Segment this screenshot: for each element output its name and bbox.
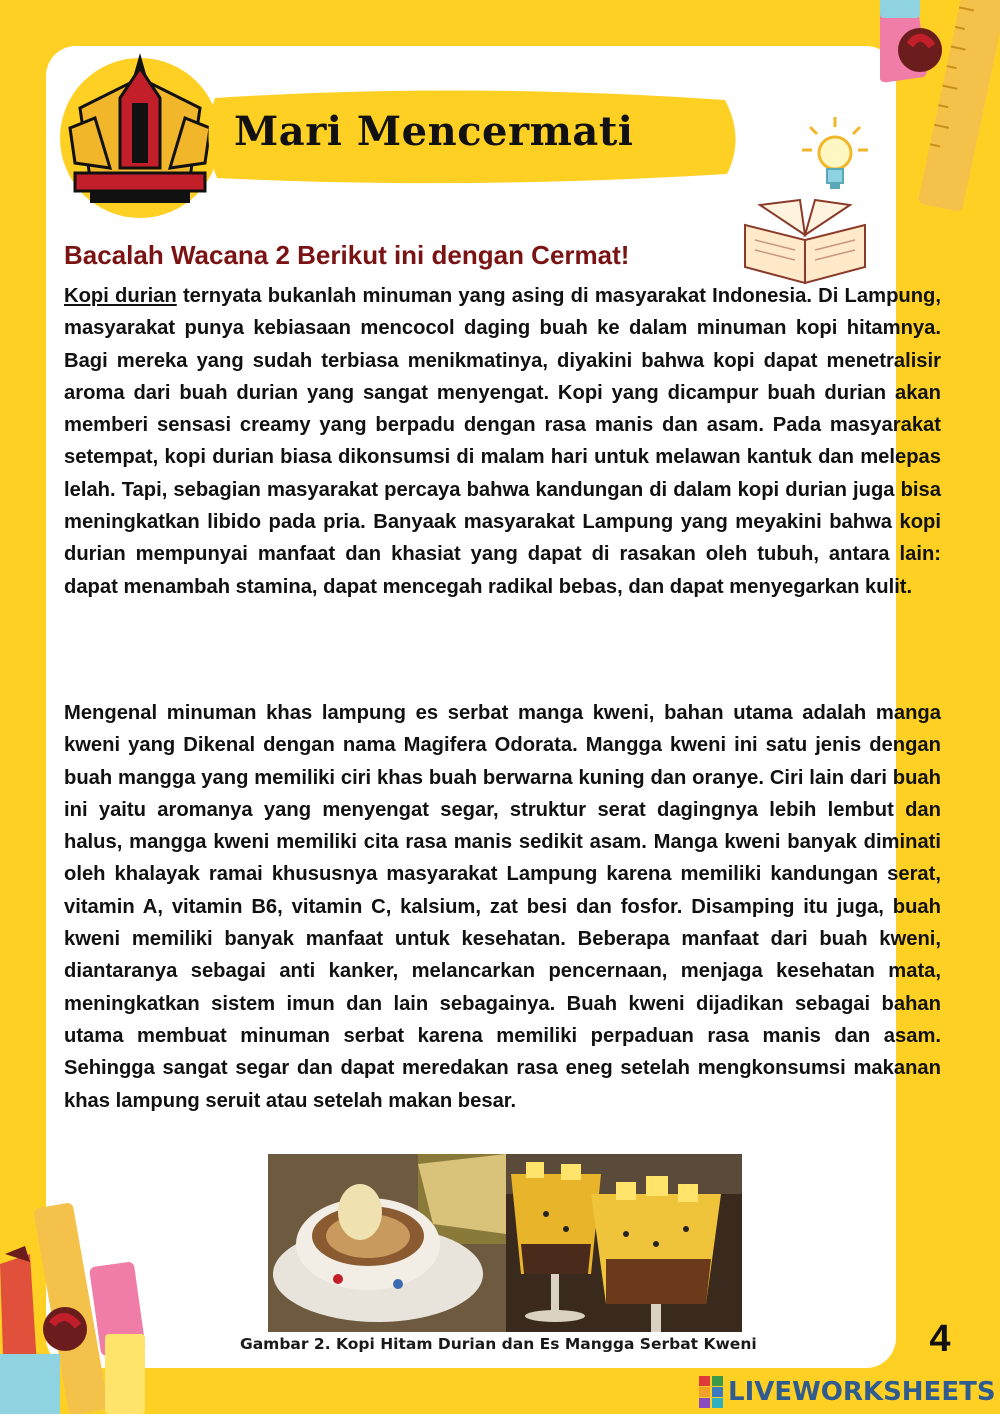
page-title: Mari Mencermati <box>234 108 634 155</box>
paragraph-1-body: ternyata bukanlah minuman yang asing di masyarakat Indonesia. Di Lampung, masyarakat punya kebiasaan mencocol daging buah ke dalam minuman kopi hitamnya. Bagi mereka yang sudah terbiasa menikmatinya, diyakini bahwa kopi dapat menetralisir aroma dari buah durian yang sangat menyengat. Kopi yang dicampur buah durian akan memberi sensasi creamy yang berpadu dengan rasa manis dan asam. Pada masyarakat setempat, kopi durian biasa dikonsumsi di malam hari untuk melawan kantuk dan melepas lelah. Tapi, sebagian masyarakat percaya bahwa kandungan di dalam kopi durian juga bisa meningkatkan libido pada pria. Banyaak masyarakat Lampung yang meyakini bahwa kopi durian mempunyai manfaat dan khasiat yang dapat di rasakan oleh tubuh, antara lain: dapat menambah stamina, dapat mencegah radikal bebas, dan dapat menyegarkan kulit. <box>64 285 942 598</box>
photo-es-mangga-serbat <box>506 1154 742 1332</box>
siger-crown-emblem <box>50 48 230 220</box>
passage-paragraph-2: Mengenal minuman khas lampung es serbat manga kweni, bahan utama adalah manga kweni yang Dikenal dengan nama Magifera Odorata. Mangga kweni ini satu jenis dengan buah mangga yang memiliki ciri khas buah berwarna kuning dan oranye. Ciri lain dari buah ini yaitu aromanya yang menyengat segar, struktur serat dagingnya lebih lembut dan halus, mangga kweni memiliki cita rasa manis sedikit asam. Manga kweni banyak diminati oleh khalayak ramai khususnya masyarakat Lampung karena memiliki kandungan serat, vitamin A, vitamin B6, vitamin C, kalsium, zat besi dan fosfor. Disamping itu juga, buah kweni memiliki banyak manfaat untuk kesehatan. Beberapa manfaat dari buah kweni, diantaranya sebagai anti kanker, melancarkan pencernaan, menjaga kesehatan mata, meningkatkan sistem imun dan lain sebagainya. Buah kweni dijadikan sebagai bahan utama membuat minuman serbat karena memiliki perpaduan rasa manis dan asam. Sehingga sangat segar dan dapat meredakan rasa eneg setelah mengkonsumsi makanan khas lampung seruit atau setelah makan besar. <box>64 702 941 1112</box>
page-number: 4 <box>929 1318 951 1360</box>
term-kopi-durian: Kopi durian <box>64 285 177 307</box>
liveworksheets-logo-icon <box>698 1375 724 1409</box>
open-book-icon <box>740 195 875 285</box>
passage-paragraph-1 <box>64 280 941 603</box>
figure-caption: Gambar 2. Kopi Hitam Durian dan Es Mangga Serbat Kweni <box>240 1335 757 1353</box>
stationery-decoration-top-right <box>880 0 1000 220</box>
photo-kopi-durian <box>268 1154 506 1332</box>
stationery-decoration-bottom-left <box>0 1184 150 1414</box>
lightbulb-icon <box>800 115 870 195</box>
liveworksheets-brand[interactable] <box>698 1372 996 1412</box>
section-heading: Bacalah Wacana 2 Berikut ini dengan Cermat! <box>64 240 630 270</box>
brand-name: LIVEWORKSHEETS <box>728 1377 996 1407</box>
